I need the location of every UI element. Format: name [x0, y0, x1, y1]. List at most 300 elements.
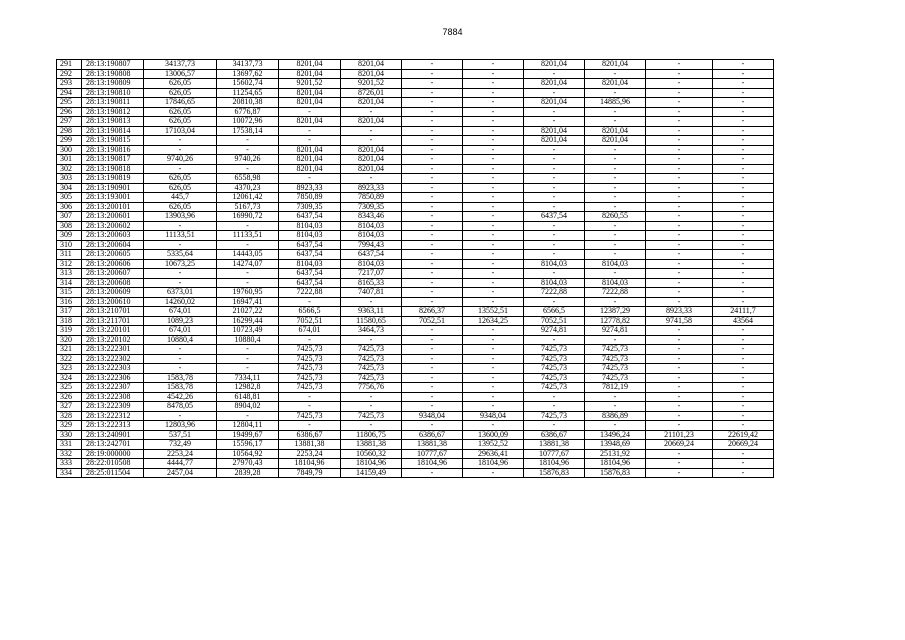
- value-cell: -: [463, 212, 524, 222]
- value-cell: 18104,96: [585, 459, 646, 469]
- value-cell: -: [713, 126, 774, 136]
- value-cell: -: [646, 250, 713, 260]
- table-row: [57, 250, 774, 260]
- value-cell: 9201,52: [341, 79, 402, 89]
- value-cell: 7425,73: [524, 373, 585, 383]
- code-cell: 28:13:220101: [82, 326, 144, 336]
- value-cell: 8201,04: [341, 145, 402, 155]
- value-cell: 674,01: [144, 307, 217, 317]
- value-cell: 7222,88: [279, 288, 341, 298]
- code-cell: 28:25:011504: [82, 468, 144, 478]
- value-cell: -: [524, 155, 585, 165]
- value-cell: 19760,95: [217, 288, 279, 298]
- code-cell: 28:13:240901: [82, 430, 144, 440]
- value-cell: 8201,04: [524, 60, 585, 70]
- value-cell: -: [279, 107, 341, 117]
- row-number-cell: 305: [57, 193, 82, 203]
- value-cell: -: [713, 212, 774, 222]
- value-cell: -: [713, 402, 774, 412]
- table-row: [57, 221, 774, 231]
- value-cell: -: [713, 240, 774, 250]
- value-cell: 20669,24: [713, 440, 774, 450]
- value-cell: -: [713, 193, 774, 203]
- data-table: [56, 59, 774, 478]
- value-cell: -: [524, 88, 585, 98]
- value-cell: 20810,38: [217, 98, 279, 108]
- value-cell: -: [713, 221, 774, 231]
- value-cell: -: [402, 98, 463, 108]
- value-cell: -: [646, 107, 713, 117]
- value-cell: -: [144, 240, 217, 250]
- value-cell: -: [217, 278, 279, 288]
- value-cell: 7994,43: [341, 240, 402, 250]
- value-cell: 7425,73: [279, 373, 341, 383]
- value-cell: -: [713, 155, 774, 165]
- value-cell: -: [646, 297, 713, 307]
- value-cell: 6566,5: [524, 307, 585, 317]
- value-cell: 626,05: [144, 117, 217, 127]
- code-cell: 28:13:200101: [82, 202, 144, 212]
- value-cell: 13600,09: [463, 430, 524, 440]
- value-cell: -: [402, 335, 463, 345]
- value-cell: -: [463, 259, 524, 269]
- value-cell: 14885,96: [585, 98, 646, 108]
- code-cell: 28:22:010508: [82, 459, 144, 469]
- table-row: [57, 335, 774, 345]
- value-cell: 732,49: [144, 440, 217, 450]
- value-cell: 8104,03: [585, 278, 646, 288]
- value-cell: -: [646, 402, 713, 412]
- value-cell: -: [585, 231, 646, 241]
- value-cell: -: [713, 88, 774, 98]
- value-cell: -: [585, 88, 646, 98]
- row-number-cell: 330: [57, 430, 82, 440]
- value-cell: -: [402, 212, 463, 222]
- value-cell: -: [524, 221, 585, 231]
- table-row: [57, 421, 774, 431]
- code-cell: 28:13:190813: [82, 117, 144, 127]
- value-cell: 8201,04: [279, 117, 341, 127]
- table-row: [57, 307, 774, 317]
- value-cell: 6437,54: [279, 212, 341, 222]
- value-cell: -: [585, 164, 646, 174]
- code-cell: 28:13:190816: [82, 145, 144, 155]
- value-cell: -: [585, 269, 646, 279]
- table-row: [57, 430, 774, 440]
- value-cell: 4370,23: [217, 183, 279, 193]
- code-cell: 28:13:190817: [82, 155, 144, 165]
- row-number-cell: 299: [57, 136, 82, 146]
- value-cell: 16990,72: [217, 212, 279, 222]
- value-cell: -: [713, 278, 774, 288]
- value-cell: 6386,67: [402, 430, 463, 440]
- value-cell: -: [279, 297, 341, 307]
- table-row: [57, 155, 774, 165]
- value-cell: 8104,03: [524, 259, 585, 269]
- value-cell: 21027,22: [217, 307, 279, 317]
- value-cell: -: [713, 202, 774, 212]
- row-number-cell: 310: [57, 240, 82, 250]
- table-row: [57, 240, 774, 250]
- value-cell: -: [463, 326, 524, 336]
- value-cell: -: [144, 164, 217, 174]
- value-cell: 3464,73: [341, 326, 402, 336]
- row-number-cell: 304: [57, 183, 82, 193]
- value-cell: -: [646, 117, 713, 127]
- value-cell: 8104,03: [341, 259, 402, 269]
- value-cell: 11580,65: [341, 316, 402, 326]
- value-cell: -: [144, 278, 217, 288]
- value-cell: -: [217, 354, 279, 364]
- row-number-cell: 322: [57, 354, 82, 364]
- value-cell: 13881,38: [341, 440, 402, 450]
- value-cell: -: [144, 364, 217, 374]
- value-cell: -: [402, 107, 463, 117]
- value-cell: -: [713, 259, 774, 269]
- value-cell: -: [463, 174, 524, 184]
- value-cell: 18104,96: [279, 459, 341, 469]
- row-number-cell: 324: [57, 373, 82, 383]
- value-cell: -: [402, 155, 463, 165]
- value-cell: -: [463, 240, 524, 250]
- value-cell: 7425,73: [585, 373, 646, 383]
- value-cell: -: [646, 145, 713, 155]
- table-row: [57, 392, 774, 402]
- value-cell: 10723,49: [217, 326, 279, 336]
- value-cell: -: [713, 421, 774, 431]
- value-cell: 8104,03: [279, 231, 341, 241]
- value-cell: -: [279, 335, 341, 345]
- value-cell: -: [646, 164, 713, 174]
- value-cell: 9740,26: [144, 155, 217, 165]
- value-cell: -: [279, 136, 341, 146]
- value-cell: -: [646, 231, 713, 241]
- row-number-cell: 317: [57, 307, 82, 317]
- value-cell: -: [463, 364, 524, 374]
- value-cell: 8923,33: [646, 307, 713, 317]
- value-cell: 8904,02: [217, 402, 279, 412]
- value-cell: 8201,04: [279, 88, 341, 98]
- value-cell: 8201,04: [585, 79, 646, 89]
- value-cell: -: [585, 107, 646, 117]
- value-cell: 8165,33: [341, 278, 402, 288]
- value-cell: -: [402, 136, 463, 146]
- value-cell: 18104,96: [402, 459, 463, 469]
- value-cell: 17103,04: [144, 126, 217, 136]
- value-cell: -: [144, 221, 217, 231]
- value-cell: 13496,24: [585, 430, 646, 440]
- value-cell: 5167,73: [217, 202, 279, 212]
- value-cell: 6776,87: [217, 107, 279, 117]
- value-cell: 7052,51: [279, 316, 341, 326]
- value-cell: 7425,73: [524, 354, 585, 364]
- value-cell: 7309,35: [341, 202, 402, 212]
- value-cell: -: [463, 383, 524, 393]
- code-cell: 28:13:200601: [82, 212, 144, 222]
- value-cell: -: [585, 250, 646, 260]
- value-cell: -: [646, 468, 713, 478]
- row-number-cell: 311: [57, 250, 82, 260]
- value-cell: -: [217, 345, 279, 355]
- value-cell: -: [646, 392, 713, 402]
- value-cell: -: [713, 392, 774, 402]
- value-cell: 8201,04: [585, 60, 646, 70]
- value-cell: -: [144, 354, 217, 364]
- value-cell: -: [585, 69, 646, 79]
- value-cell: 8201,04: [524, 98, 585, 108]
- value-cell: -: [402, 221, 463, 231]
- value-cell: -: [524, 421, 585, 431]
- code-cell: 28:13:200609: [82, 288, 144, 298]
- value-cell: -: [402, 373, 463, 383]
- row-number-cell: 333: [57, 459, 82, 469]
- value-cell: -: [402, 79, 463, 89]
- value-cell: -: [713, 373, 774, 383]
- value-cell: 626,05: [144, 79, 217, 89]
- table-row: [57, 145, 774, 155]
- code-cell: 28:13:200610: [82, 297, 144, 307]
- value-cell: -: [463, 231, 524, 241]
- row-number-cell: 309: [57, 231, 82, 241]
- value-cell: 7425,73: [279, 364, 341, 374]
- value-cell: 7812,19: [585, 383, 646, 393]
- value-cell: 4444,77: [144, 459, 217, 469]
- table-row: [57, 411, 774, 421]
- value-cell: -: [646, 364, 713, 374]
- value-cell: 7052,51: [524, 316, 585, 326]
- value-cell: 14159,49: [341, 468, 402, 478]
- value-cell: -: [341, 107, 402, 117]
- value-cell: 18104,96: [524, 459, 585, 469]
- value-cell: -: [713, 79, 774, 89]
- value-cell: -: [524, 335, 585, 345]
- value-cell: 8201,04: [341, 69, 402, 79]
- table-row: [57, 259, 774, 269]
- value-cell: 5335,64: [144, 250, 217, 260]
- value-cell: -: [463, 136, 524, 146]
- value-cell: 8343,46: [341, 212, 402, 222]
- row-number-cell: 293: [57, 79, 82, 89]
- row-number-cell: 291: [57, 60, 82, 70]
- value-cell: -: [646, 183, 713, 193]
- value-cell: -: [585, 402, 646, 412]
- value-cell: 7222,88: [524, 288, 585, 298]
- value-cell: -: [646, 373, 713, 383]
- code-cell: 28:13:190811: [82, 98, 144, 108]
- value-cell: -: [646, 259, 713, 269]
- value-cell: -: [585, 240, 646, 250]
- row-number-cell: 315: [57, 288, 82, 298]
- value-cell: 9740,26: [217, 155, 279, 165]
- value-cell: 8923,33: [341, 183, 402, 193]
- value-cell: 14443,05: [217, 250, 279, 260]
- value-cell: -: [585, 221, 646, 231]
- value-cell: 6437,54: [341, 250, 402, 260]
- code-cell: 28:13:220102: [82, 335, 144, 345]
- value-cell: 7425,73: [585, 354, 646, 364]
- value-cell: -: [585, 193, 646, 203]
- value-cell: 4542,26: [144, 392, 217, 402]
- value-cell: -: [463, 335, 524, 345]
- code-cell: 28:13:242701: [82, 440, 144, 450]
- value-cell: -: [646, 60, 713, 70]
- value-cell: -: [217, 269, 279, 279]
- value-cell: -: [463, 373, 524, 383]
- value-cell: 8104,03: [279, 259, 341, 269]
- value-cell: -: [524, 402, 585, 412]
- value-cell: -: [463, 79, 524, 89]
- value-cell: -: [646, 126, 713, 136]
- value-cell: -: [402, 60, 463, 70]
- value-cell: -: [463, 193, 524, 203]
- value-cell: -: [279, 392, 341, 402]
- value-cell: -: [713, 98, 774, 108]
- value-cell: -: [713, 459, 774, 469]
- value-cell: -: [646, 193, 713, 203]
- value-cell: -: [713, 364, 774, 374]
- code-cell: 28:13:210701: [82, 307, 144, 317]
- value-cell: 13881,38: [524, 440, 585, 450]
- row-number-cell: 298: [57, 126, 82, 136]
- value-cell: -: [341, 136, 402, 146]
- value-cell: 6437,54: [279, 278, 341, 288]
- value-cell: -: [402, 421, 463, 431]
- value-cell: -: [713, 145, 774, 155]
- value-cell: 8201,04: [524, 126, 585, 136]
- value-cell: 12982,8: [217, 383, 279, 393]
- row-number-cell: 332: [57, 449, 82, 459]
- value-cell: -: [279, 402, 341, 412]
- value-cell: 6437,54: [524, 212, 585, 222]
- value-cell: -: [402, 202, 463, 212]
- code-cell: 28:13:222309: [82, 402, 144, 412]
- value-cell: -: [713, 164, 774, 174]
- value-cell: 7425,73: [341, 364, 402, 374]
- value-cell: -: [463, 145, 524, 155]
- value-cell: 8201,04: [341, 60, 402, 70]
- table-row: [57, 231, 774, 241]
- value-cell: -: [217, 145, 279, 155]
- code-cell: 28:13:190808: [82, 69, 144, 79]
- value-cell: -: [144, 269, 217, 279]
- value-cell: -: [463, 98, 524, 108]
- value-cell: -: [217, 364, 279, 374]
- value-cell: 626,05: [144, 88, 217, 98]
- code-cell: 28:13:190807: [82, 60, 144, 70]
- value-cell: 7850,89: [279, 193, 341, 203]
- value-cell: 13903,96: [144, 212, 217, 222]
- value-cell: 13697,62: [217, 69, 279, 79]
- row-number-cell: 312: [57, 259, 82, 269]
- value-cell: 7425,73: [524, 383, 585, 393]
- value-cell: -: [524, 269, 585, 279]
- value-cell: -: [585, 421, 646, 431]
- value-cell: -: [217, 164, 279, 174]
- value-cell: 8260,55: [585, 212, 646, 222]
- table-body: [57, 60, 774, 478]
- value-cell: 6373,01: [144, 288, 217, 298]
- row-number-cell: 295: [57, 98, 82, 108]
- value-cell: -: [341, 421, 402, 431]
- table-row: [57, 326, 774, 336]
- value-cell: -: [279, 126, 341, 136]
- code-cell: 28:13:200604: [82, 240, 144, 250]
- code-cell: 28:13:190819: [82, 174, 144, 184]
- value-cell: -: [463, 288, 524, 298]
- value-cell: 6148,81: [217, 392, 279, 402]
- value-cell: 13881,38: [279, 440, 341, 450]
- value-cell: 10880,4: [217, 335, 279, 345]
- value-cell: -: [713, 269, 774, 279]
- value-cell: 17538,14: [217, 126, 279, 136]
- value-cell: 2253,24: [279, 449, 341, 459]
- value-cell: -: [524, 145, 585, 155]
- value-cell: 8201,04: [341, 98, 402, 108]
- table-row: [57, 373, 774, 383]
- value-cell: -: [402, 174, 463, 184]
- value-cell: -: [402, 326, 463, 336]
- value-cell: -: [463, 60, 524, 70]
- value-cell: 6386,67: [524, 430, 585, 440]
- value-cell: 13006,57: [144, 69, 217, 79]
- value-cell: -: [144, 345, 217, 355]
- value-cell: -: [463, 402, 524, 412]
- value-cell: 8104,03: [585, 259, 646, 269]
- code-cell: 28:13:211701: [82, 316, 144, 326]
- value-cell: -: [217, 411, 279, 421]
- value-cell: 7217,07: [341, 269, 402, 279]
- row-number-cell: 326: [57, 392, 82, 402]
- code-cell: 28:13:222308: [82, 392, 144, 402]
- value-cell: -: [402, 88, 463, 98]
- value-cell: 34137,73: [144, 60, 217, 70]
- value-cell: 17846,65: [144, 98, 217, 108]
- row-number-cell: 316: [57, 297, 82, 307]
- value-cell: -: [646, 98, 713, 108]
- table-row: [57, 459, 774, 469]
- value-cell: -: [646, 278, 713, 288]
- value-cell: 20669,24: [646, 440, 713, 450]
- value-cell: -: [217, 136, 279, 146]
- value-cell: -: [646, 88, 713, 98]
- value-cell: 7052,51: [402, 316, 463, 326]
- value-cell: 13948,69: [585, 440, 646, 450]
- value-cell: -: [713, 288, 774, 298]
- value-cell: -: [646, 212, 713, 222]
- value-cell: -: [524, 69, 585, 79]
- value-cell: 7334,11: [217, 373, 279, 383]
- table-row: [57, 164, 774, 174]
- value-cell: 11133,51: [217, 231, 279, 241]
- value-cell: -: [524, 231, 585, 241]
- value-cell: 2839,28: [217, 468, 279, 478]
- value-cell: 7425,73: [341, 345, 402, 355]
- value-cell: -: [402, 297, 463, 307]
- value-cell: -: [524, 107, 585, 117]
- value-cell: 8104,03: [524, 278, 585, 288]
- value-cell: 12778,82: [585, 316, 646, 326]
- value-cell: 12804,11: [217, 421, 279, 431]
- value-cell: 27970,43: [217, 459, 279, 469]
- row-number-cell: 314: [57, 278, 82, 288]
- value-cell: 34137,73: [217, 60, 279, 70]
- row-number-cell: 303: [57, 174, 82, 184]
- code-cell: 28:13:190818: [82, 164, 144, 174]
- value-cell: -: [341, 126, 402, 136]
- value-cell: 24111,7: [713, 307, 774, 317]
- row-number-cell: 302: [57, 164, 82, 174]
- value-cell: -: [144, 136, 217, 146]
